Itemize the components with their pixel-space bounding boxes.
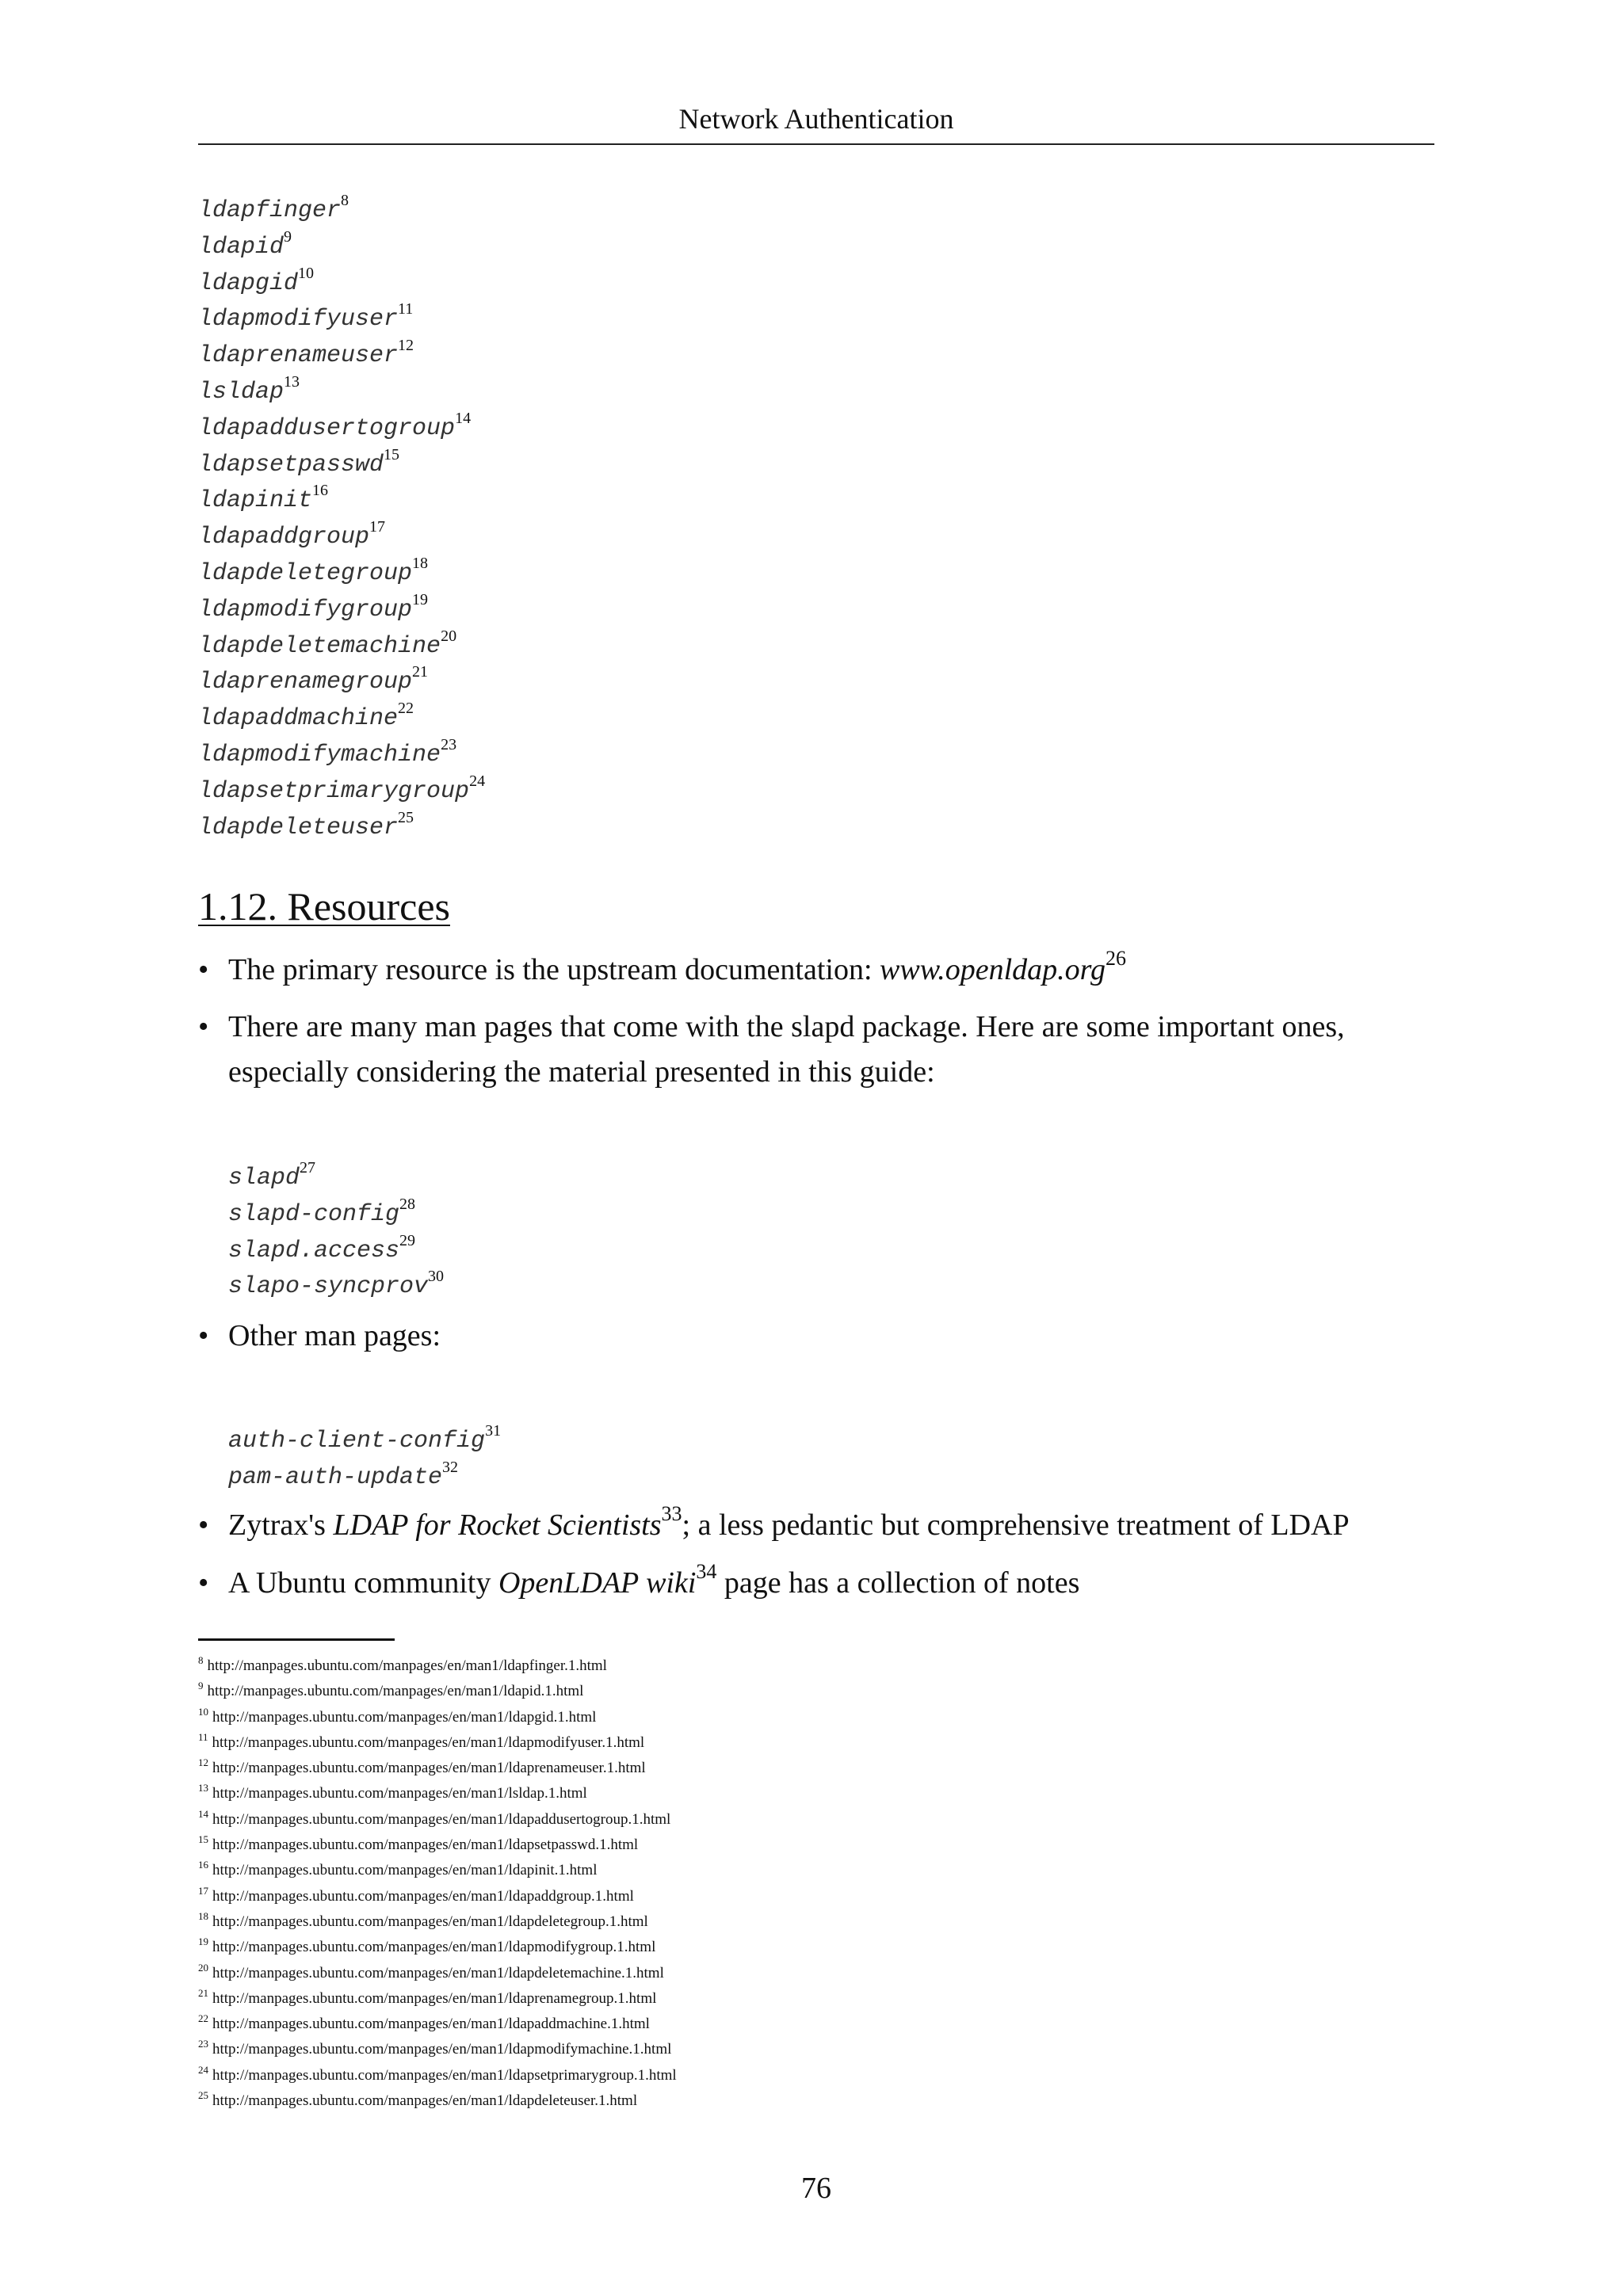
footnote-item [198, 1730, 677, 1756]
footnote-number: 16 [198, 1859, 208, 1871]
command-name: ldapfinger [198, 197, 342, 224]
man-page-item [228, 1197, 444, 1234]
command-name: slapd-config [228, 1200, 400, 1228]
bullet-text-body: The primary resource is the upstream documentation: [228, 953, 880, 986]
bullet-text [228, 948, 1434, 993]
footnote-item [198, 1705, 677, 1730]
man-page-item [228, 1161, 444, 1197]
command-name: ldapmodifyuser [198, 306, 399, 334]
bullet-text [228, 1561, 1434, 1606]
rocket-scientists-link[interactable]: LDAP for Rocket Scientists [333, 1508, 662, 1542]
bullet-prefix: Zytrax's [228, 1508, 334, 1542]
command-name: ldapsetpasswd [198, 451, 384, 479]
command-item [198, 338, 485, 375]
footnote-ref[interactable]: 17 [369, 518, 386, 536]
command-name: auth-client-config [228, 1428, 486, 1455]
command-item [198, 302, 485, 338]
footnote-ref[interactable]: 9 [284, 227, 292, 246]
footnote-number: 25 [198, 2089, 208, 2102]
command-name: ldapsetprimarygroup [198, 777, 470, 805]
command-name: pam-auth-update [228, 1463, 443, 1491]
bullet-man-pages [198, 1005, 1434, 1095]
command-name: ldapdeletemachine [198, 632, 441, 660]
footnote-ref[interactable]: 16 [312, 482, 329, 500]
command-item [198, 483, 485, 520]
footnote-ref[interactable]: 29 [399, 1231, 416, 1249]
footnote-number: 12 [198, 1756, 208, 1769]
other-man-page-list [228, 1424, 501, 1497]
footnote-url[interactable]: http://manpages.ubuntu.com/manpages/en/man1/ldapmodifymachine.1.html [212, 2041, 672, 2058]
command-name: ldaprenamegroup [198, 669, 413, 696]
bullet-primary-resource [198, 948, 1434, 993]
footnote-item [198, 1679, 677, 1704]
footnote-url[interactable]: http://manpages.ubuntu.com/manpages/en/man1/ldapaddgroup.1.html [212, 1887, 634, 1905]
footnote-url[interactable]: http://manpages.ubuntu.com/manpages/en/man1/ldaprenameuser.1.html [212, 1760, 646, 1777]
footnote-url[interactable]: http://manpages.ubuntu.com/manpages/en/man1/ldapaddmachine.1.html [212, 2016, 650, 2033]
footnote-ref[interactable]: 10 [298, 264, 315, 282]
slapd-man-page-list [228, 1161, 444, 1306]
command-item [198, 665, 485, 701]
footnote-ref[interactable]: 32 [442, 1458, 459, 1476]
footnote-ref[interactable]: 31 [485, 1422, 502, 1440]
footnote-url[interactable]: http://manpages.ubuntu.com/manpages/en/man1/ldapaddusertogroup.1.html [212, 1810, 671, 1828]
bullet-text [228, 1503, 1434, 1548]
header-rule [198, 143, 1434, 145]
footnote-ref[interactable]: 14 [455, 409, 472, 427]
footnote-item [198, 1935, 677, 1960]
footnote-item [198, 1961, 677, 1986]
footnote-ref[interactable]: 27 [300, 1159, 316, 1177]
footnote-item [198, 1653, 677, 1679]
footnote-ref[interactable]: 24 [469, 772, 486, 790]
command-name: lsldap [198, 378, 285, 406]
command-item [198, 227, 485, 266]
command-name: slapd [228, 1165, 300, 1192]
page-number: 76 [801, 2172, 831, 2205]
footnote-ref[interactable]: 26 [1106, 947, 1127, 970]
footnote-item [198, 1756, 677, 1781]
footnote-item [198, 1858, 677, 1883]
footnote-item [198, 2063, 677, 2088]
footnote-ref[interactable]: 12 [398, 337, 414, 355]
footnote-ref[interactable]: 22 [398, 700, 414, 718]
bullet-text: There are many man pages that come with the slapd package. Here are some important ones, especially considering the material presented in this guide: [228, 1010, 1345, 1089]
command-item [198, 590, 485, 629]
command-item [198, 735, 485, 774]
footnote-url[interactable]: http://manpages.ubuntu.com/manpages/en/man1/ldapinit.1.html [212, 1862, 598, 1879]
command-name: ldapgid [198, 269, 299, 297]
footnote-ref[interactable]: 11 [398, 300, 414, 318]
footnote-number: 15 [198, 1833, 208, 1846]
bullet-text: Other man pages: [228, 1319, 441, 1352]
footnote-number: 18 [198, 1909, 208, 1922]
footnote-item [198, 2012, 677, 2037]
command-name: ldapaddgroup [198, 524, 370, 551]
command-name: slapd.access [228, 1237, 400, 1264]
footnote-url[interactable]: http://manpages.ubuntu.com/manpages/en/man1/ldapdeleteuser.1.html [212, 2092, 638, 2110]
command-name: ldapinit [198, 487, 313, 515]
bullet-marker: • [198, 1319, 209, 1352]
footnote-item [198, 1833, 677, 1858]
footnote-url[interactable]: http://manpages.ubuntu.com/manpages/en/man1/ldapmodifygroup.1.html [212, 1939, 656, 1956]
footnote-ref[interactable]: 28 [399, 1195, 416, 1213]
bullet-marker: • [198, 953, 209, 986]
bullet-other-man-pages [198, 1314, 1434, 1359]
command-item [198, 556, 485, 593]
footnote-list [198, 1653, 677, 2114]
footnote-url[interactable]: http://manpages.ubuntu.com/manpages/en/man1/ldapmodifyuser.1.html [212, 1733, 645, 1751]
footnote-number: 14 [198, 1807, 208, 1820]
command-name: ldapmodifymachine [198, 741, 441, 769]
command-list [198, 193, 485, 846]
footnote-url[interactable]: http://manpages.ubuntu.com/manpages/en/man1/ldapdeletegroup.1.html [212, 1913, 648, 1930]
command-item [198, 193, 485, 230]
bullet-prefix: A Ubuntu community [228, 1566, 498, 1600]
command-item [198, 810, 485, 847]
footnote-item [198, 2088, 677, 2114]
footnote-item [198, 2037, 677, 2062]
command-item [198, 266, 485, 303]
footnote-separator [198, 1638, 395, 1641]
command-item [198, 701, 485, 738]
command-item [198, 372, 485, 411]
command-item [198, 411, 485, 448]
footnote-ref[interactable]: 19 [412, 590, 429, 608]
bullet-marker: • [198, 1010, 209, 1043]
section-title: 1.12. Resources [198, 884, 450, 929]
footnote-number: 23 [198, 2038, 208, 2050]
command-item [198, 445, 485, 484]
bullet-suffix: ; a less pedantic but comprehensive treatment of LDAP [682, 1508, 1350, 1542]
command-name: ldapmodifygroup [198, 596, 413, 624]
footnote-url[interactable]: http://manpages.ubuntu.com/manpages/en/man1/ldapsetprimarygroup.1.html [212, 2066, 677, 2084]
footnote-url[interactable]: http://manpages.ubuntu.com/manpages/en/man1/lsldap.1.html [212, 1785, 587, 1802]
footnote-ref[interactable]: 8 [341, 192, 349, 209]
footnote-item [198, 1909, 677, 1935]
man-page-item [228, 1460, 501, 1497]
command-name: ldapaddusertogroup [198, 414, 456, 442]
footnote-ref[interactable]: 20 [441, 627, 457, 645]
footnote-url[interactable]: http://manpages.ubuntu.com/manpages/en/man1/ldapfinger.1.html [207, 1657, 607, 1674]
footnote-ref[interactable]: 30 [428, 1268, 445, 1286]
command-item [198, 629, 485, 666]
command-item [198, 774, 485, 810]
command-name: ldapid [198, 233, 285, 261]
footnote-ref[interactable]: 34 [696, 1560, 717, 1583]
man-page-item [228, 1424, 501, 1460]
footnote-ref[interactable]: 23 [441, 735, 457, 753]
bullet-suffix: page has a collection of notes [716, 1566, 1080, 1600]
footnote-number: 24 [198, 2063, 208, 2076]
footnote-ref[interactable]: 13 [284, 372, 300, 391]
bullet-zytrax [198, 1503, 1434, 1548]
openldap-wiki-link[interactable]: OpenLDAP wiki [498, 1566, 697, 1600]
command-name: ldaprenameuser [198, 342, 399, 370]
footnote-url[interactable]: http://manpages.ubuntu.com/manpages/en/man1/ldapgid.1.html [212, 1708, 597, 1726]
command-name: slapo-syncprov [228, 1273, 429, 1301]
man-page-item [228, 1231, 444, 1270]
footnote-url[interactable]: http://manpages.ubuntu.com/manpages/en/man1/ldaprenamegroup.1.html [212, 1989, 657, 2007]
bullet-community-wiki [198, 1561, 1434, 1606]
footnote-ref[interactable]: 15 [384, 445, 400, 463]
footnote-number: 8 [198, 1654, 204, 1666]
footnote-number: 22 [198, 2012, 208, 2025]
footnote-number: 20 [198, 1961, 208, 1974]
command-name: ldapdeleteuser [198, 814, 399, 841]
running-header: Network Authentication [678, 103, 954, 135]
footnote-number: 19 [198, 1936, 208, 1948]
command-name: ldapaddmachine [198, 705, 399, 733]
footnote-number: 13 [198, 1782, 208, 1794]
footnote-number: 21 [198, 1986, 208, 1999]
footnote-ref[interactable]: 33 [661, 1502, 682, 1525]
footnote-ref[interactable]: 21 [412, 663, 429, 681]
footnote-number: 9 [198, 1680, 204, 1692]
bullet-marker: • [198, 1508, 209, 1542]
openldap-link[interactable]: www.openldap.org [880, 953, 1106, 986]
footnote-item [198, 1807, 677, 1833]
footnote-item [198, 1986, 677, 2012]
footnote-ref[interactable]: 18 [412, 554, 429, 572]
footnote-number: 11 [198, 1730, 208, 1743]
bullet-marker: • [198, 1566, 209, 1600]
footnote-number: 10 [198, 1705, 208, 1718]
footnote-url[interactable]: http://manpages.ubuntu.com/manpages/en/man1/ldapid.1.html [207, 1683, 584, 1700]
footnote-item [198, 1884, 677, 1909]
man-page-item [228, 1269, 444, 1306]
footnote-url[interactable]: http://manpages.ubuntu.com/manpages/en/man1/ldapsetpasswd.1.html [212, 1836, 639, 1854]
footnote-ref[interactable]: 25 [398, 808, 414, 826]
command-name: ldapdeletegroup [198, 559, 413, 587]
footnote-number: 17 [198, 1884, 208, 1897]
command-item [198, 520, 485, 556]
footnote-item [198, 1781, 677, 1806]
footnote-url[interactable]: http://manpages.ubuntu.com/manpages/en/man1/ldapdeletemachine.1.html [212, 1964, 664, 1981]
